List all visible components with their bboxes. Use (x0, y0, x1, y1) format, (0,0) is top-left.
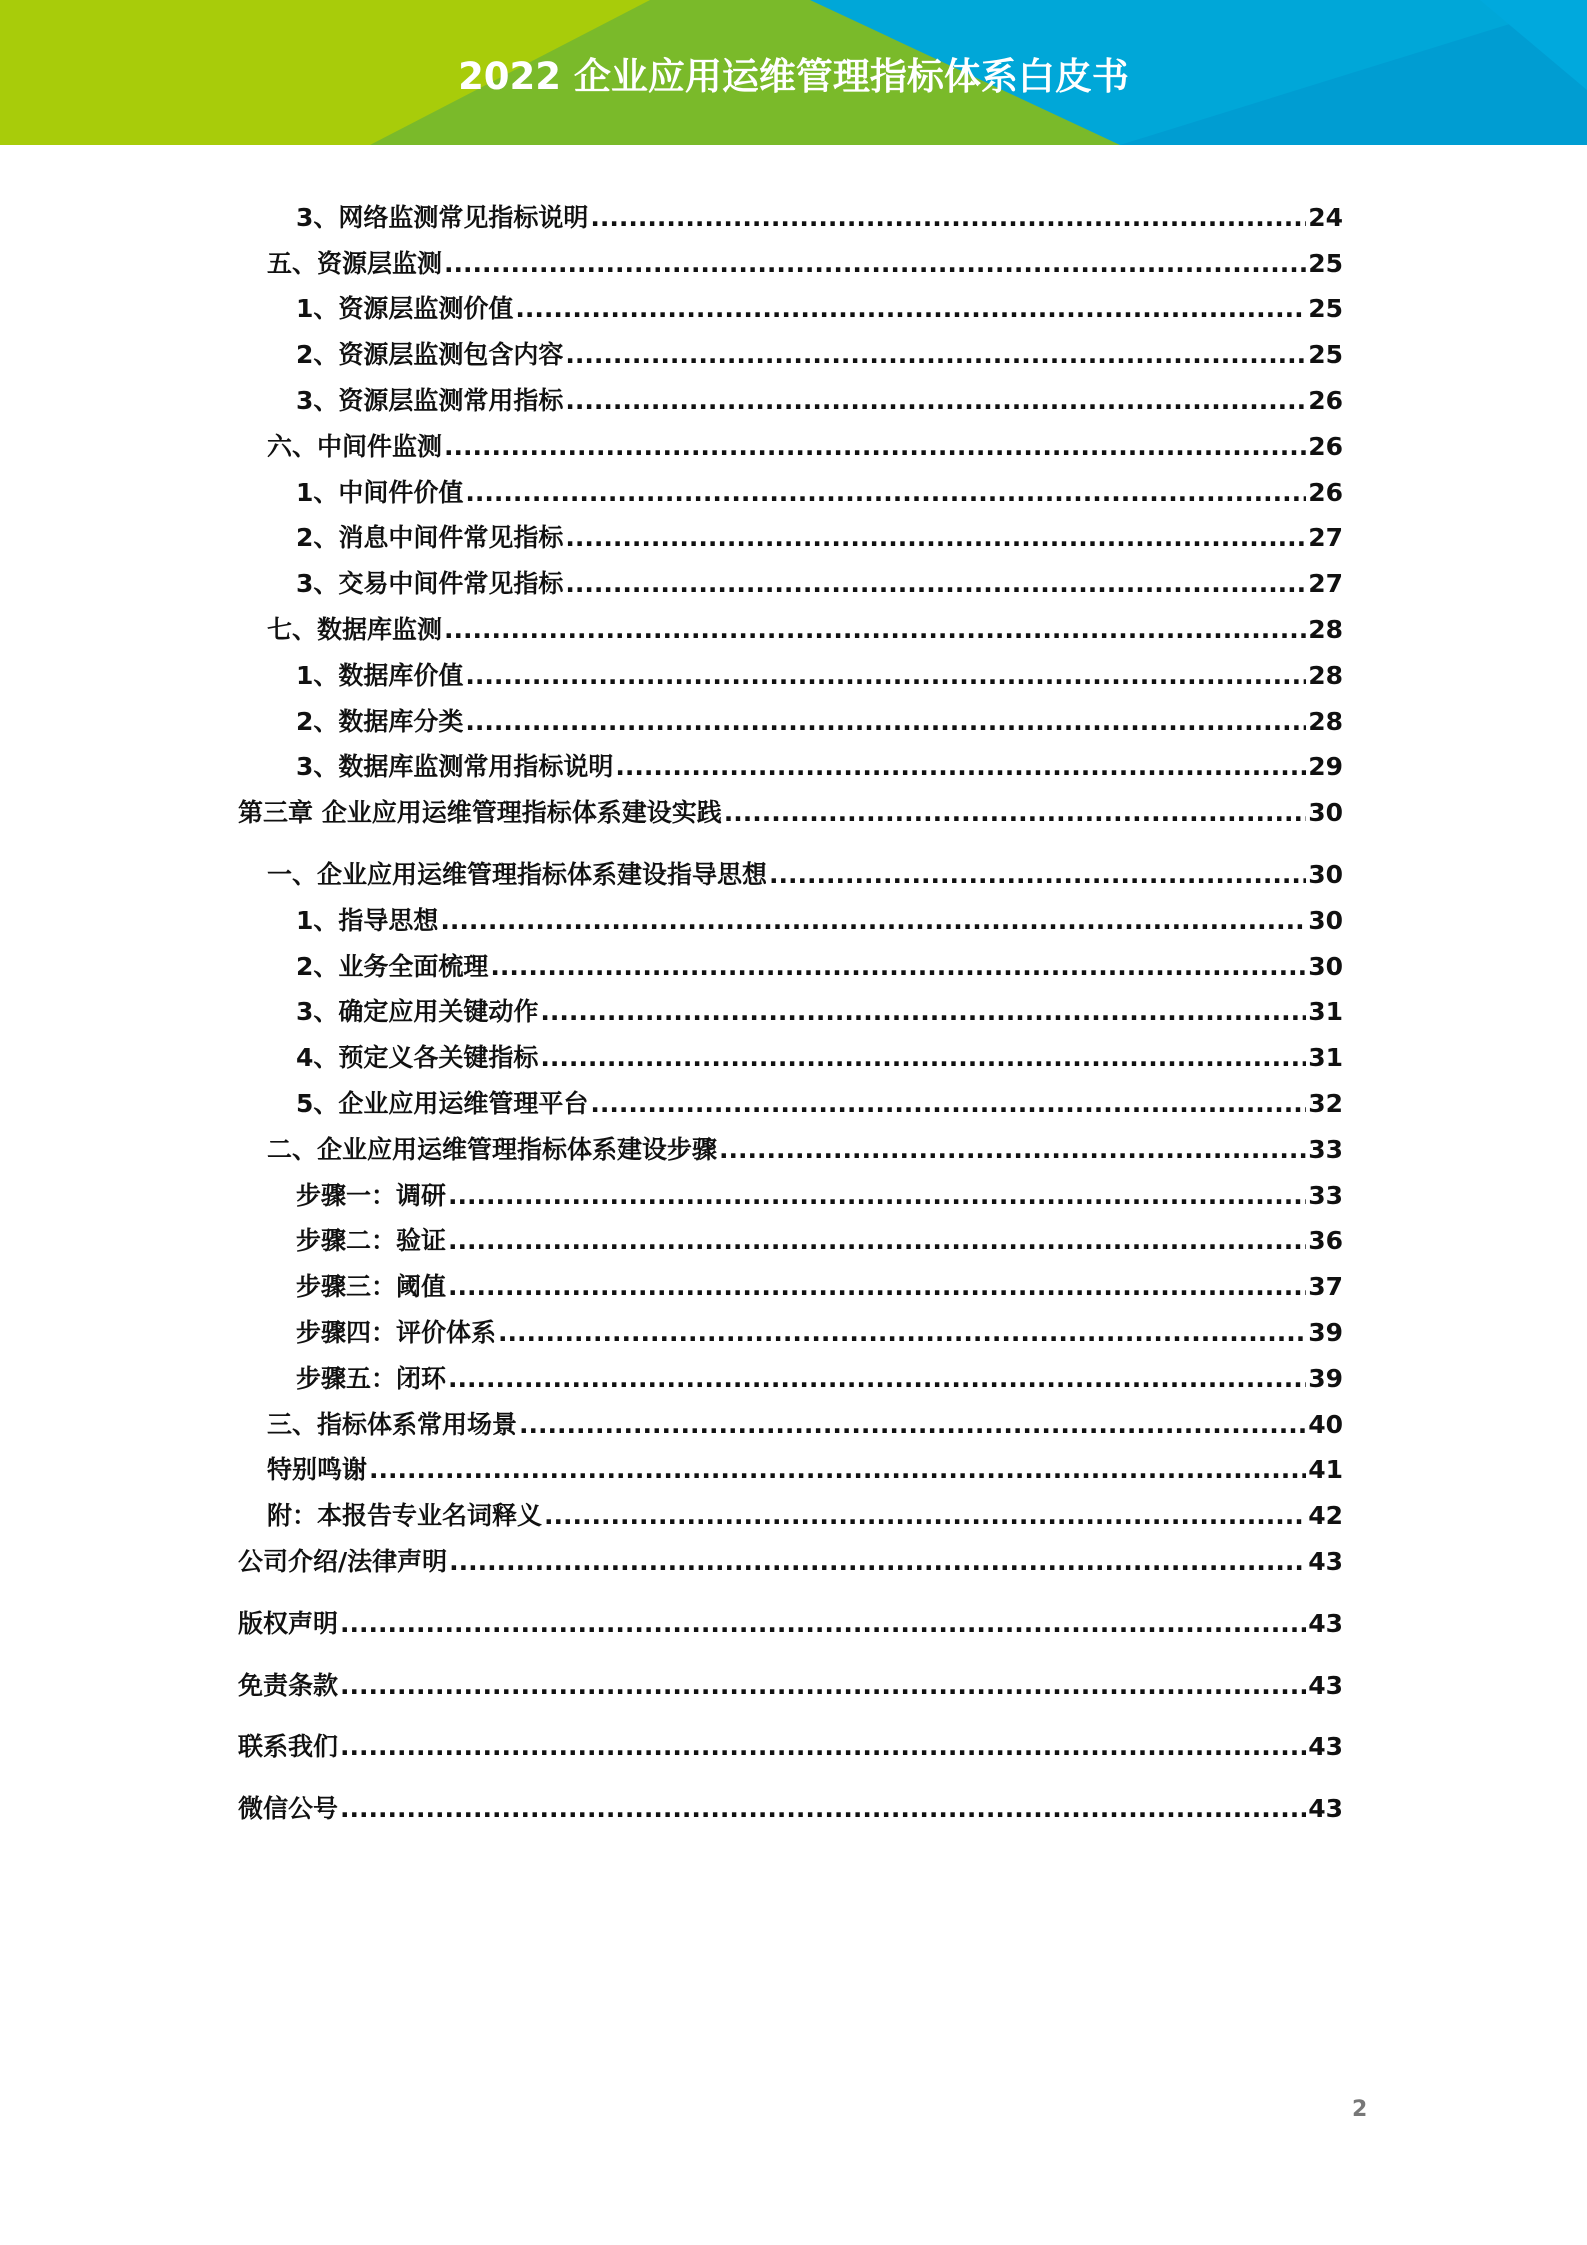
toc-entry[interactable] (0, 1394, 1587, 1440)
toc-entry-page: 40 (1308, 1409, 1343, 1439)
dot-leader (719, 1135, 1306, 1165)
toc-entry-label: 1、中间件价值 (296, 477, 464, 507)
toc-entry-label: 1、指导思想 (296, 905, 439, 935)
toc-entry[interactable] (0, 890, 1587, 936)
toc-entry[interactable] (0, 1440, 1587, 1486)
dot-leader (544, 1501, 1306, 1531)
dot-leader (440, 906, 1306, 936)
toc-entry-label: 附：本报告专业名词释义 (267, 1501, 543, 1531)
toc-entry-page: 28 (1308, 614, 1343, 644)
dot-leader (448, 1181, 1306, 1211)
toc-entry-page: 32 (1308, 1088, 1343, 1118)
toc-entry-page: 26 (1308, 431, 1343, 461)
toc-entry-label: 1、数据库价值 (296, 660, 464, 690)
toc-entry[interactable] (0, 1073, 1587, 1119)
toc-entry[interactable] (0, 324, 1587, 370)
toc-entry-label: 步骤三：阈值 (296, 1272, 447, 1302)
toc-entry[interactable] (0, 691, 1587, 737)
toc-entry-page: 39 (1308, 1317, 1343, 1347)
toc-entry[interactable] (0, 936, 1587, 982)
toc-entry[interactable] (0, 416, 1587, 462)
toc-entry-page: 43 (1308, 1794, 1343, 1824)
toc-entry-page: 25 (1308, 340, 1343, 370)
toc-entry-page: 28 (1308, 660, 1343, 690)
table-of-contents (0, 187, 1587, 1840)
toc-entry-label: 步骤四：评价体系 (296, 1317, 497, 1347)
toc-entry[interactable] (0, 1348, 1587, 1394)
toc-entry-label: 三、指标体系常用场景 (267, 1409, 518, 1439)
dot-leader (769, 860, 1306, 890)
toc-entry-page: 24 (1308, 202, 1343, 232)
toc-entry[interactable] (0, 1119, 1587, 1165)
dot-leader (340, 1671, 1306, 1701)
dot-leader (340, 1794, 1306, 1824)
toc-entry-label: 3、资源层监测常用指标 (296, 385, 564, 415)
dot-leader (498, 1318, 1306, 1348)
toc-entry[interactable] (0, 233, 1587, 279)
toc-entry[interactable] (0, 782, 1587, 844)
toc-entry-label: 3、网络监测常见指标说明 (296, 202, 589, 232)
dot-leader (565, 569, 1306, 599)
toc-entry-label: 微信公号 (238, 1794, 339, 1824)
toc-entry[interactable] (0, 553, 1587, 599)
page-number: 2 (1352, 2097, 1368, 2122)
toc-entry-page: 43 (1308, 1670, 1343, 1700)
toc-entry-label: 步骤一：调研 (296, 1180, 447, 1210)
toc-entry-page: 27 (1308, 523, 1343, 553)
dot-leader (515, 294, 1306, 324)
dot-leader (590, 1089, 1306, 1119)
dot-leader (369, 1455, 1306, 1485)
toc-entry[interactable] (0, 187, 1587, 233)
toc-entry-label: 六、中间件监测 (267, 431, 443, 461)
toc-entry-label: 2、消息中间件常见指标 (296, 523, 564, 553)
toc-entry[interactable] (0, 1485, 1587, 1531)
toc-entry-label: 步骤五：闭环 (296, 1363, 447, 1393)
toc-entry-label: 2、数据库分类 (296, 706, 464, 736)
toc-entry[interactable] (0, 1027, 1587, 1073)
toc-entry-page: 28 (1308, 706, 1343, 736)
toc-entry-label: 2、资源层监测包含内容 (296, 340, 564, 370)
toc-entry-page: 25 (1308, 248, 1343, 278)
dot-leader (490, 952, 1306, 982)
toc-entry[interactable] (0, 1593, 1587, 1655)
toc-entry[interactable] (0, 1256, 1587, 1302)
toc-entry-page: 30 (1308, 951, 1343, 981)
toc-entry[interactable] (0, 508, 1587, 554)
toc-entry-label: 5、企业应用运维管理平台 (296, 1088, 589, 1118)
dot-leader (465, 478, 1306, 508)
toc-entry-page: 33 (1308, 1180, 1343, 1210)
toc-entry-page: 33 (1308, 1134, 1343, 1164)
toc-entry-page: 26 (1308, 477, 1343, 507)
toc-entry-page: 31 (1308, 997, 1343, 1027)
toc-entry-label: 免责条款 (238, 1670, 339, 1700)
toc-entry-label: 4、预定义各关键指标 (296, 1043, 539, 1073)
toc-entry[interactable] (0, 737, 1587, 783)
toc-entry-page: 41 (1308, 1455, 1343, 1485)
toc-entry-page: 26 (1308, 385, 1343, 415)
toc-entry-label: 3、交易中间件常见指标 (296, 569, 564, 599)
dot-leader (340, 1609, 1306, 1639)
dot-leader (444, 615, 1306, 645)
dot-leader (448, 1272, 1306, 1302)
toc-entry[interactable] (0, 1717, 1587, 1779)
toc-entry-page: 29 (1308, 752, 1343, 782)
toc-entry[interactable] (0, 1531, 1587, 1593)
toc-entry[interactable] (0, 370, 1587, 416)
toc-entry[interactable] (0, 1165, 1587, 1211)
dot-leader (540, 997, 1306, 1027)
toc-entry[interactable] (0, 279, 1587, 325)
dot-leader (465, 707, 1306, 737)
toc-entry[interactable] (0, 982, 1587, 1028)
toc-entry-page: 30 (1308, 859, 1343, 889)
toc-entry-page: 43 (1308, 1546, 1343, 1576)
toc-entry[interactable] (0, 645, 1587, 691)
dot-leader (724, 798, 1306, 828)
toc-entry[interactable] (0, 844, 1587, 890)
toc-entry-page: 30 (1308, 798, 1343, 828)
toc-entry-label: 二、企业应用运维管理指标体系建设步骤 (267, 1134, 718, 1164)
toc-entry[interactable] (0, 599, 1587, 645)
toc-entry-label: 1、资源层监测价值 (296, 294, 514, 324)
dot-leader (565, 386, 1306, 416)
dot-leader (540, 1043, 1306, 1073)
dot-leader (565, 340, 1306, 370)
toc-entry[interactable] (0, 1302, 1587, 1348)
toc-entry-label: 一、企业应用运维管理指标体系建设指导思想 (267, 859, 768, 889)
toc-entry-label: 五、资源层监测 (267, 248, 443, 278)
toc-entry[interactable] (0, 1211, 1587, 1257)
toc-entry-label: 3、确定应用关键动作 (296, 997, 539, 1027)
toc-entry-label: 联系我们 (238, 1732, 339, 1762)
toc-entry-page: 43 (1308, 1608, 1343, 1638)
toc-entry-label: 版权声明 (238, 1608, 339, 1638)
toc-entry-page: 42 (1308, 1501, 1343, 1531)
document-title: 2022 企业应用运维管理指标体系白皮书 (458, 55, 1129, 98)
dot-leader (615, 752, 1306, 782)
toc-entry[interactable] (0, 462, 1587, 508)
toc-entry-page: 25 (1308, 294, 1343, 324)
dot-leader (340, 1732, 1306, 1762)
toc-entry-page: 27 (1308, 569, 1343, 599)
toc-entry-label: 2、业务全面梳理 (296, 951, 489, 981)
dot-leader (519, 1410, 1306, 1440)
toc-entry-page: 39 (1308, 1363, 1343, 1393)
toc-entry-label: 3、数据库监测常用指标说明 (296, 752, 614, 782)
toc-entry-label: 公司介绍/法律声明 (238, 1546, 448, 1576)
dot-leader (565, 523, 1306, 553)
toc-entry-label: 七、数据库监测 (267, 614, 443, 644)
dot-leader (444, 432, 1306, 462)
dot-leader (590, 203, 1306, 233)
toc-entry-page: 43 (1308, 1732, 1343, 1762)
page-header-banner (0, 0, 1587, 145)
dot-leader (444, 249, 1306, 279)
dot-leader (449, 1547, 1306, 1577)
toc-entry[interactable] (0, 1778, 1587, 1840)
dot-leader (448, 1364, 1306, 1394)
toc-entry-page: 36 (1308, 1226, 1343, 1256)
toc-entry-page: 30 (1308, 905, 1343, 935)
toc-entry-label: 第三章 企业应用运维管理指标体系建设实践 (238, 798, 722, 828)
dot-leader (448, 1226, 1306, 1256)
toc-entry-page: 31 (1308, 1043, 1343, 1073)
toc-entry-page: 37 (1308, 1272, 1343, 1302)
toc-entry[interactable] (0, 1655, 1587, 1717)
toc-entry-label: 特别鸣谢 (267, 1455, 368, 1485)
dot-leader (465, 661, 1306, 691)
toc-entry-label: 步骤二：验证 (296, 1226, 447, 1256)
